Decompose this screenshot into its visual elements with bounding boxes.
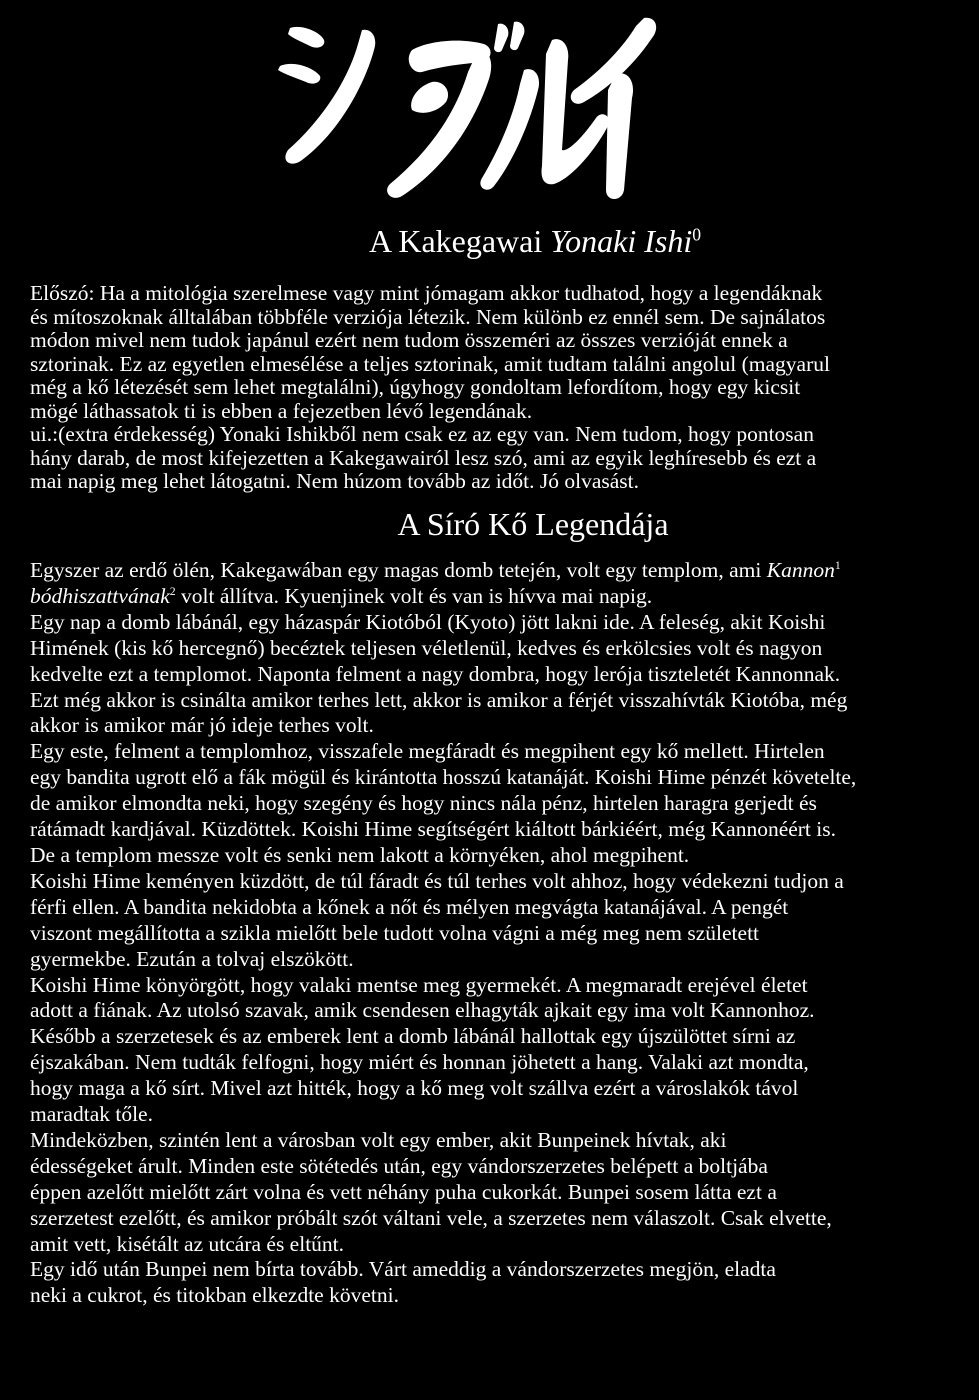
story-line: férfi ellen. A bandita nekidobta a kőnek a nőt és mélyen megvágta katanájával. A pengét xyxy=(30,894,789,919)
section-title: A Síró Kő Legendája xyxy=(397,506,669,542)
intro-line: hány darab, de most kifejezetten a Kakegawairól lesz szó, ami az egyik leghíresebb és ezt a xyxy=(30,445,817,470)
story-line: De a templom messze volt és senki nem lakott a környéken, ahol megpihent. xyxy=(30,842,690,867)
story-line: kedvelte ezt a templomot. Naponta felment a nagy dombra, hogy lerója tiszteletét Kannonnak. xyxy=(30,661,841,686)
story-paragraph-4 xyxy=(30,869,965,973)
story-line: de amikor elmondta neki, hogy szegény és hogy nincs nála pénz, hirtelen haragra gerjedt és xyxy=(30,791,817,816)
story-line: Koishi Hime keményen küzdött, de túl fáradt és túl terhes volt ahhoz, hogy védekezni tudjon a xyxy=(30,868,844,893)
kannon-italic: Kannon xyxy=(766,558,835,582)
title-italic: Yonaki Ishi xyxy=(550,223,693,259)
intro-line: mai napig meg lehet látogatni. Nem húzom tovább az időt. Jó olvasást. xyxy=(30,469,640,493)
intro-line: még a kő létezését sem lehet megtalálni), úgyhogy gondoltam lefordítom, hogy egy kicsit xyxy=(30,375,801,399)
story-line: éjszakában. Nem tudták felfogni, hogy miért és honnan jöhetett a hang. Valaki azt mondta, xyxy=(30,1050,809,1075)
story-paragraph-3 xyxy=(30,739,965,869)
story-line: Egy idő után Bunpei nem bírta tovább. Várt ameddig a vándorszerzetes megjön, eladta xyxy=(30,1257,776,1282)
story-line: maradtak tőle. xyxy=(30,1102,153,1127)
story-line: szerzetest ezelőtt, és amikor próbált szót váltani vele, a szerzetes nem válaszolt. Csak elvette, xyxy=(30,1205,832,1230)
story-line: Egy nap a domb lábánál, egy házaspár Kiotóból (Kyoto) jött lakni ide. A feleség, akit Koishi xyxy=(30,609,826,634)
story-line: Himének (kis kő hercegnő) becéztek teljesen véletlenül, kedves és erkölcsies volt és nagyon xyxy=(30,635,823,660)
footnote-marker-0: 0 xyxy=(692,224,701,245)
story-rest xyxy=(30,610,965,1309)
story-line: amit vett, kisétált az utcára és eltűnt. xyxy=(30,1231,345,1256)
story-line: Egy este, felment a templomhoz, visszafele megfáradt és megpihent egy kő mellett. Hirtelen xyxy=(30,739,825,764)
story-line: éppen azelőtt mielőtt zárt volna és vett néhány puha cukorkát. Bunpei sosem látta ezt a xyxy=(30,1179,777,1204)
story-paragraph-6 xyxy=(30,1128,965,1258)
story-line: akkor is amikor már jó ideje terhes volt. xyxy=(30,713,374,738)
story-line: Később a szerzetesek és az emberek lent a domb lábánál hallottak egy újszülöttet sírni az xyxy=(30,1024,796,1049)
sigurui-logo xyxy=(262,10,662,205)
story-line: viszont megállította a szikla mielőtt bele tudott volna vágni a még meg nem született xyxy=(30,920,760,945)
story-line: bódhiszattvának$^2$ volt állítva. Kyuenjinek volt és van is hívva mai napig. xyxy=(30,583,653,608)
intro-line: mögé láthassatok ti is ebben a fejezetben lévő legendának. xyxy=(30,398,533,423)
footnote-marker-2: 2 xyxy=(169,583,176,598)
intro-line: ui.:(extra érdekesség) Yonaki Ishikből nem csak ez az egy van. Nem tudom, hogy pontosan xyxy=(30,422,814,446)
intro-block xyxy=(30,282,965,494)
intro-line: sztorinak. Ez az egyetlen elmesélése a teljes sztorinak, amit tudtam találni angolul (magyarul xyxy=(30,351,830,376)
story-line: egy bandita ugrott elő a fák mögül és kirántotta hosszú katanáját. Koishi Hime pénzét követelte, xyxy=(30,765,857,790)
story-line: adott a fiának. Az utolsó szavak, amik csendesen elhagyták ajkait egy ima volt Kannonhoz. xyxy=(30,998,815,1023)
brush-calligraphy-logo xyxy=(262,10,662,205)
intro-line: módon mivel nem tudok japánul ezért nem tudom összeméri az összes verzióját ennek a xyxy=(30,328,788,352)
story-block xyxy=(30,558,965,1309)
story-line: Koishi Hime könyörgött, hogy valaki mentse meg gyermekét. A megmaradt erejével életet xyxy=(30,972,808,997)
story-line: neki a cukrot, és titokban elkezdte követni. xyxy=(30,1283,399,1308)
story-line: hogy maga a kő sírt. Mivel azt hitték, hogy a kő meg volt szállva ezért a városlakók távol xyxy=(30,1076,799,1101)
story-paragraph-7 xyxy=(30,1257,965,1309)
story-line: Mindeközben, szintén lent a városban volt egy ember, akit Bunpeinek hívtak, aki xyxy=(30,1127,727,1152)
story-line: rátámadt kardjával. Küzdöttek. Koishi Hime segítségért kiáltott bárkiéért, még Kannonéért is. xyxy=(30,817,836,842)
bodhisattva-italic: bódhiszattvának xyxy=(30,583,170,608)
story-line: Ezt még akkor is csinálta amikor terhes lett, akkor is amikor a férjét visszahívták Kiotóba, még xyxy=(30,687,848,712)
page-title: A Kakegawai Yonaki Ishi$^0$ xyxy=(368,223,701,259)
story-line: édességeket árult. Minden este sötétedés után, egy vándorszerzetes belépett a boltjába xyxy=(30,1153,768,1178)
intro-line: Előszó: Ha a mitológia szerelmese vagy mint jómagam akkor tudhatod, hogy a legendáknak xyxy=(30,281,823,305)
intro-line: és mítoszoknak álltalában többféle verziója létezik. Nem különb ez ennél sem. De sajnálatos xyxy=(30,304,826,329)
story-line: Egyszer az erdő ölén, Kakegawában egy magas domb tetején, volt egy templom, ami Kannon$^1$ xyxy=(30,557,841,582)
story-paragraph-2 xyxy=(30,610,965,740)
footnote-marker-1: 1 xyxy=(834,557,841,572)
story-paragraph-5 xyxy=(30,973,965,1128)
intro-paragraph xyxy=(30,282,965,494)
story-line: gyermekbe. Ezután a tolvaj elszökött. xyxy=(30,946,354,971)
story-paragraph-1 xyxy=(30,558,965,610)
